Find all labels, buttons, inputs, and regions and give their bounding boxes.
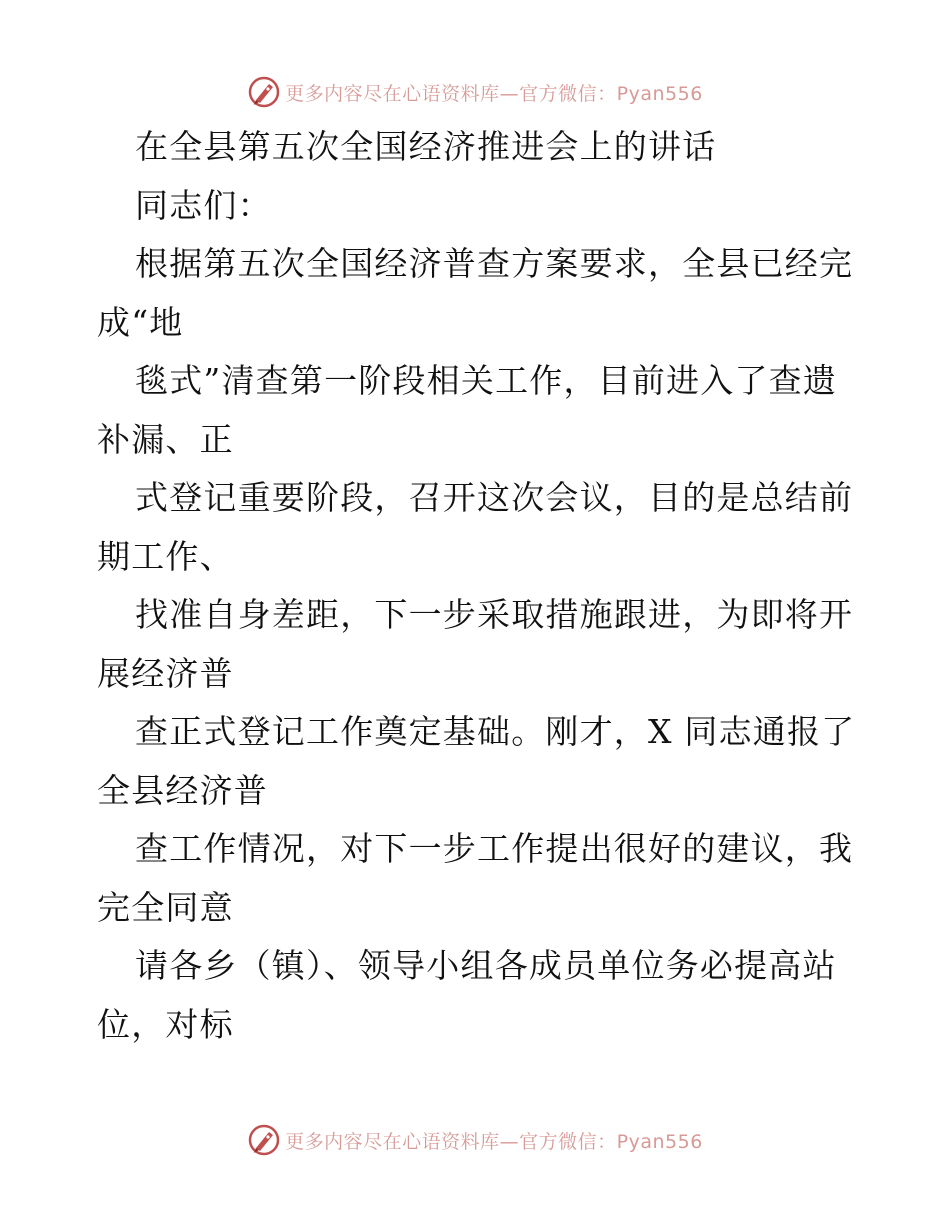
text-line: 毯式”清查第一阶段相关工作，目前进入了查遗 xyxy=(135,361,838,400)
text-line: 全县经济普 xyxy=(97,770,268,810)
pen-logo-icon xyxy=(247,75,281,109)
text-line: 在全县第五次全国经济推进会上的讲话 xyxy=(135,127,717,166)
document-body xyxy=(97,118,857,1054)
text-line: 根据第五次全国经济普查方案要求，全县已经完 xyxy=(135,244,854,283)
text-line: 查工作情况，对下一步工作提出很好的建议，我 xyxy=(135,829,854,868)
text-line: 补漏、正 xyxy=(97,419,234,459)
text-line: 请各乡（镇）、领导小组各成员单位务必提高站 xyxy=(135,946,837,985)
text-line: 展经济普 xyxy=(97,653,234,693)
text-line: 完全同意 xyxy=(97,887,234,927)
watermark-text: 更多内容尽在心语资料库—官方微信：Pyan556 xyxy=(285,1130,703,1153)
text-line: 成“地 xyxy=(97,302,184,342)
header-watermark xyxy=(0,72,950,112)
text-line: 找准自身差距，下一步采取措施跟进，为即将开 xyxy=(135,595,854,634)
footer-watermark xyxy=(0,1120,950,1160)
text-line: 位，对标 xyxy=(97,1004,234,1044)
text-line: 查正式登记工作奠定基础。刚才，X 同志通报了 xyxy=(135,712,856,751)
text-line: 同志们： xyxy=(135,185,272,225)
pen-logo-icon xyxy=(247,1123,281,1157)
watermark-text: 更多内容尽在心语资料库—官方微信：Pyan556 xyxy=(285,82,703,105)
text-line: 式登记重要阶段，召开这次会议，目的是总结前 xyxy=(135,478,854,517)
text-line: 期工作、 xyxy=(97,536,234,576)
